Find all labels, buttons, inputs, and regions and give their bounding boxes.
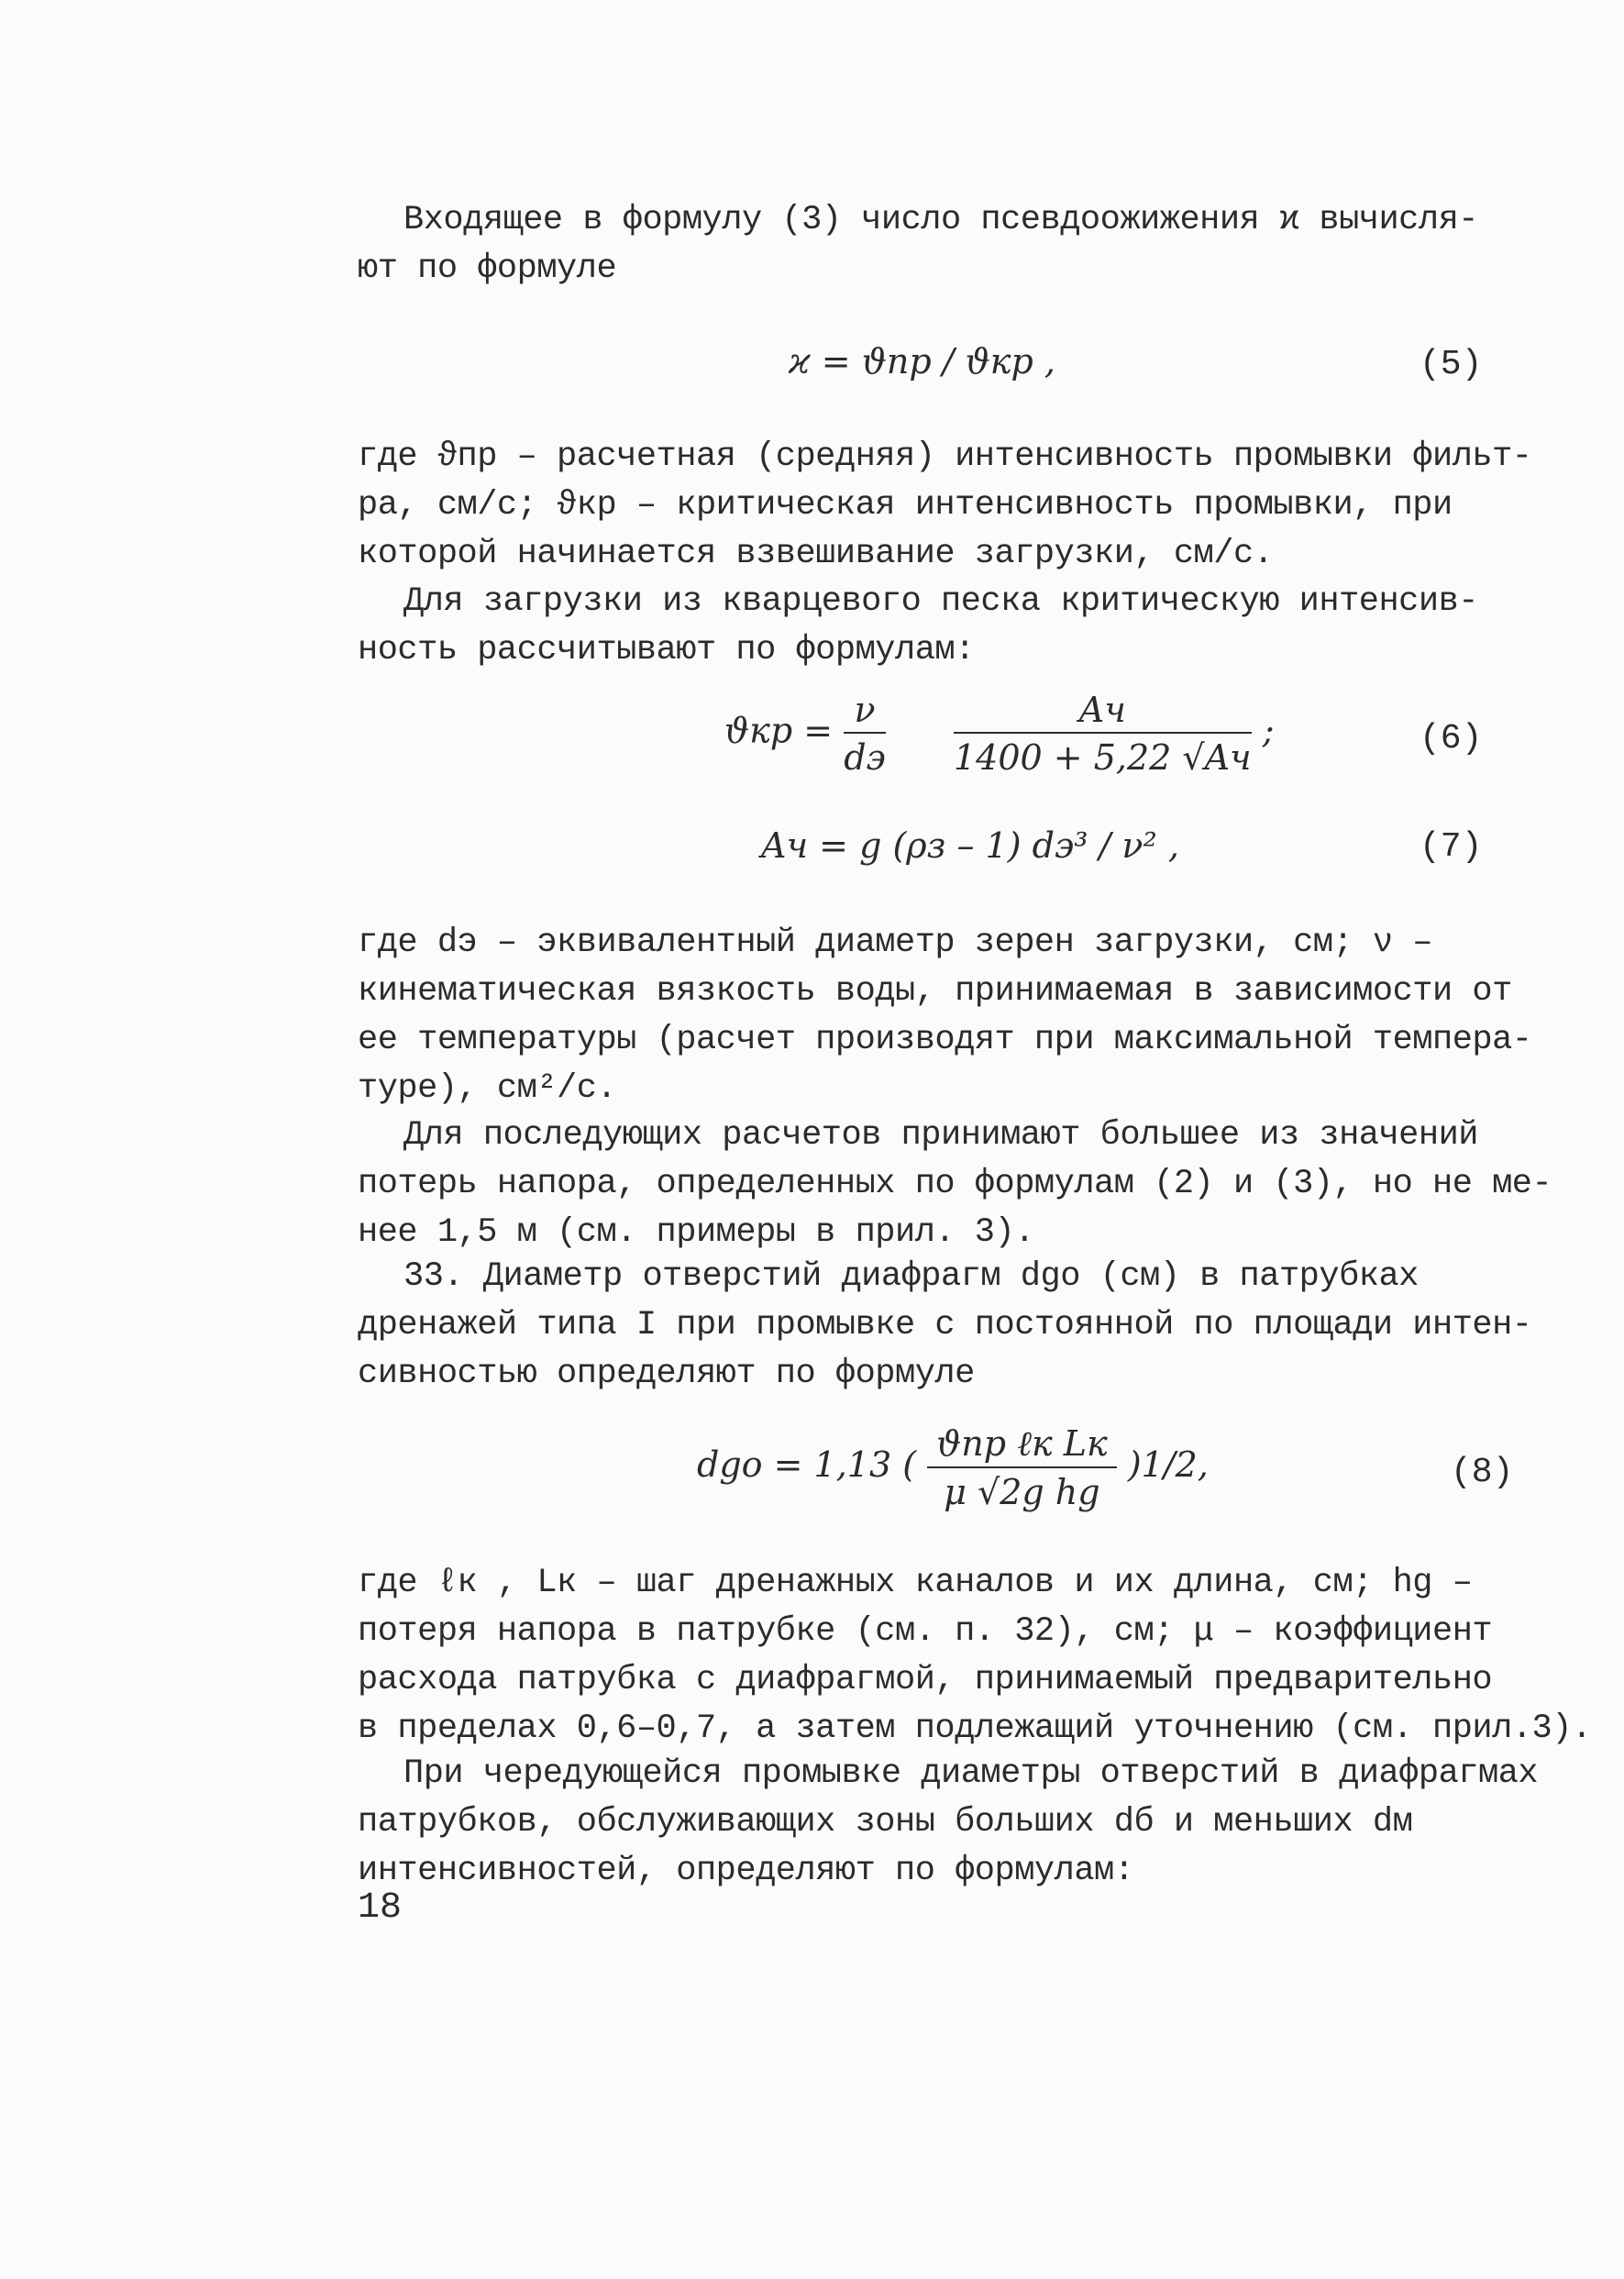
formula-number-5: (5) [1420, 345, 1483, 384]
formula-6 [724, 690, 1275, 778]
formula-8-fraction [927, 1423, 1117, 1512]
text-line: расхода патрубка с диафрагмой, принимаемый предварительно [358, 1661, 1493, 1699]
text-line: 33. Диаметр отверстий диафрагм dgo (см) в патрубках [403, 1257, 1419, 1296]
text-line: сивностью определяют по формуле [358, 1355, 975, 1393]
text-line: ность рассчитывают по формулам: [358, 631, 975, 669]
formula-6-fraction-1 [844, 690, 886, 778]
text-line: туре), см²/с. [358, 1069, 617, 1108]
text-line: где ℓк , Lк – шаг дренажных каналов и их длина, см; hg – [358, 1564, 1473, 1602]
fraction-denominator: dэ [844, 737, 886, 778]
text-line: нее 1,5 м (см. примеры в прил. 3). [358, 1213, 1034, 1252]
paragraph-2 [358, 433, 1550, 579]
formula-number-6: (6) [1420, 719, 1483, 758]
formula-7: Aч = g (ρз – 1) dэ³ / ν² , [761, 825, 1179, 866]
formula-8-lhs: dgo = 1,13 ( [697, 1444, 917, 1485]
formula-6-fraction-2 [954, 690, 1252, 778]
text-line: интенсивностей, определяют по формулам: [358, 1852, 1134, 1890]
text-line: Для последующих расчетов принимают большее из значений [403, 1116, 1478, 1155]
formula-6-lhs: ϑкр = [724, 710, 834, 751]
text-line: дренажей типа I при промывке с постоянной по площади интен- [358, 1306, 1532, 1344]
text-line: ют по формуле [358, 249, 617, 288]
text-line: патрубков, обслуживающих зоны больших dб и меньших dм [358, 1803, 1413, 1842]
paragraph-3 [358, 578, 1596, 675]
text-line: которой начинается взвешивание загрузки, см/с. [358, 535, 1274, 573]
text-line: в пределах 0,6–0,7, а затем подлежащий уточнению (см. прил.3). [358, 1709, 1592, 1748]
fraction-numerator: Aч [954, 690, 1252, 734]
fraction-numerator: ϑпр ℓк Lк [927, 1423, 1117, 1468]
paragraph-4 [358, 919, 1550, 1113]
formula-5: ϰ = ϑпр / ϑкр , [789, 341, 1055, 382]
page-number: 18 [358, 1887, 403, 1929]
text-line: потеря напора в патрубке (см. п. 32), см; μ – коэффициент [358, 1612, 1493, 1651]
text-line: ра, см/с; ϑкр – критическая интенсивность промывки, при [358, 486, 1453, 525]
formula-number-7: (7) [1420, 827, 1483, 867]
fraction-denominator: μ √2g hg [944, 1472, 1100, 1512]
text-line: потерь напора, определенных по формулам (2) и (3), но не ме- [358, 1165, 1552, 1203]
text-line: где ϑпр – расчетная (средняя) интенсивность промывки фильт- [358, 437, 1532, 476]
text-line: Для загрузки из кварцевого песка критическую интенсив- [403, 582, 1478, 621]
paragraph-6 [358, 1253, 1596, 1399]
paragraph-7 [358, 1559, 1592, 1754]
paragraph-8 [358, 1750, 1596, 1896]
text-line: Входящее в формулу (3) число псевдоожижения ϰ вычисля- [403, 201, 1478, 239]
formula-6-tail: ; [1262, 710, 1275, 751]
formula-8-tail: )1/2, [1127, 1444, 1209, 1485]
text-line: ее температуры (расчет производят при максимальной темпера- [358, 1021, 1532, 1059]
text-line: где dэ – эквивалентный диаметр зерен загрузки, см; ν – [358, 924, 1432, 962]
paragraph-1 [358, 196, 1596, 293]
formula-8 [697, 1423, 1209, 1512]
formula-number-8: (8) [1451, 1453, 1514, 1492]
fraction-numerator: ν [844, 690, 886, 734]
text-line: При чередующейся промывке диаметры отверстий в диафрагмах [403, 1754, 1539, 1793]
text-line: кинематическая вязкость воды, принимаемая в зависимости от [358, 972, 1512, 1011]
paragraph-5 [358, 1112, 1596, 1257]
fraction-denominator: 1400 + 5,22 √Aч [954, 737, 1252, 778]
